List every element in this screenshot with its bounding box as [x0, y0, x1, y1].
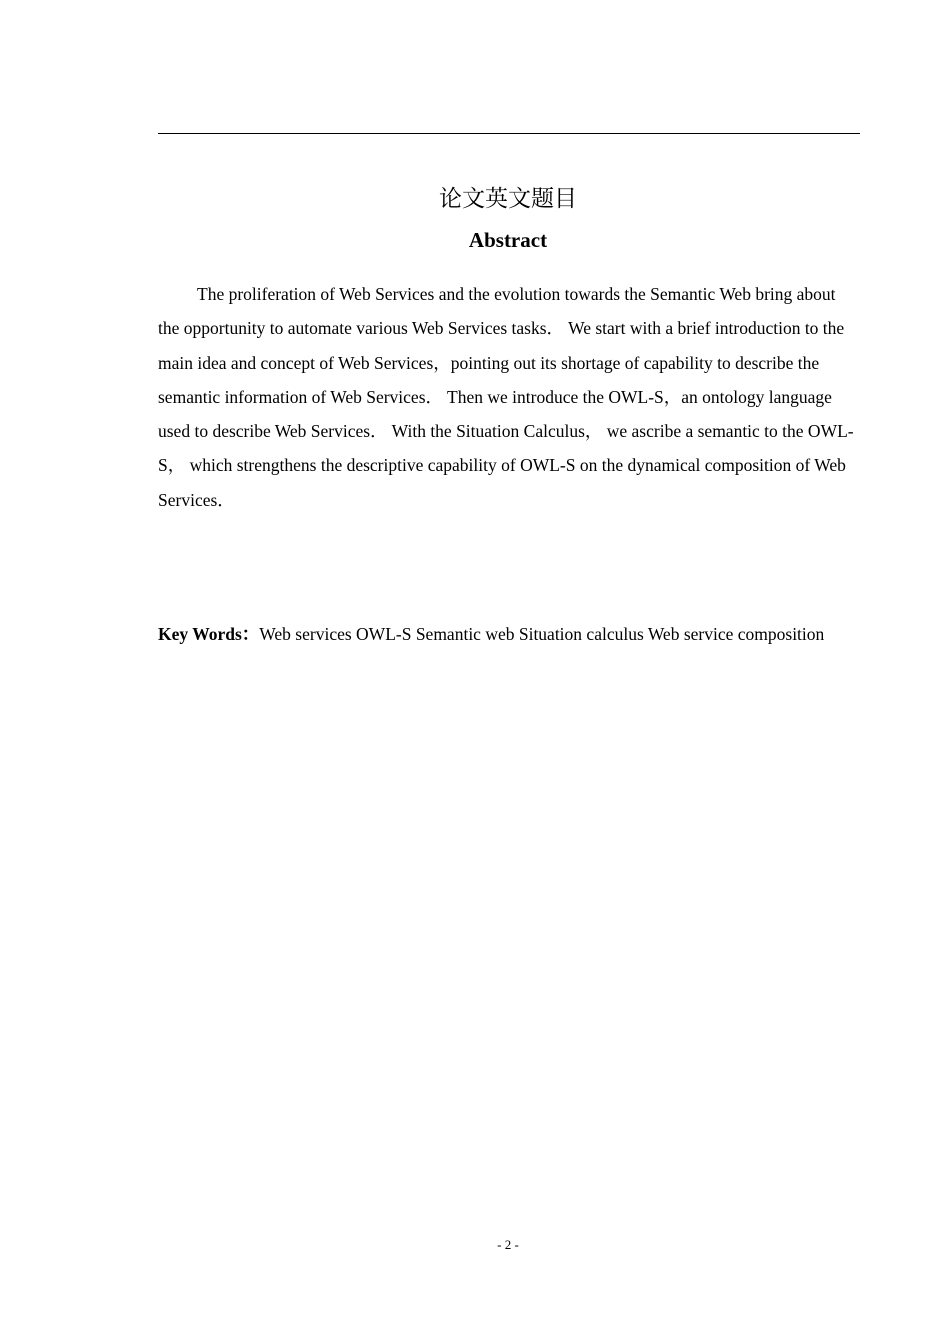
keywords-paragraph	[158, 617, 860, 651]
abstract-heading: Abstract	[468, 228, 548, 252]
keywords-text: Web services OWL-S Semantic web Situation calculus Web service composition	[259, 624, 825, 644]
abstract-body: The proliferation of Web Services and the evolution towards the Semantic Web bring about the opportunity to automate various Web Services tasks． We start with a brief introduction to the main idea and concept of Web Services，pointing out its shortage of capability to describe the semantic information of Web Services． Then we introduce the OWL-S，an ontology language used to describe Web Services． With the Situation Calculus， we ascribe a semantic to the OWL-S， which strengthens the descriptive capability of OWL-S on the dynamical composition of Web Services．	[158, 284, 854, 510]
keywords-label: Key Words：	[158, 624, 260, 644]
page-number: - 2 -	[497, 1237, 519, 1252]
header-rule	[158, 133, 860, 134]
thesis-title-cn: 论文英文题目	[439, 186, 577, 212]
